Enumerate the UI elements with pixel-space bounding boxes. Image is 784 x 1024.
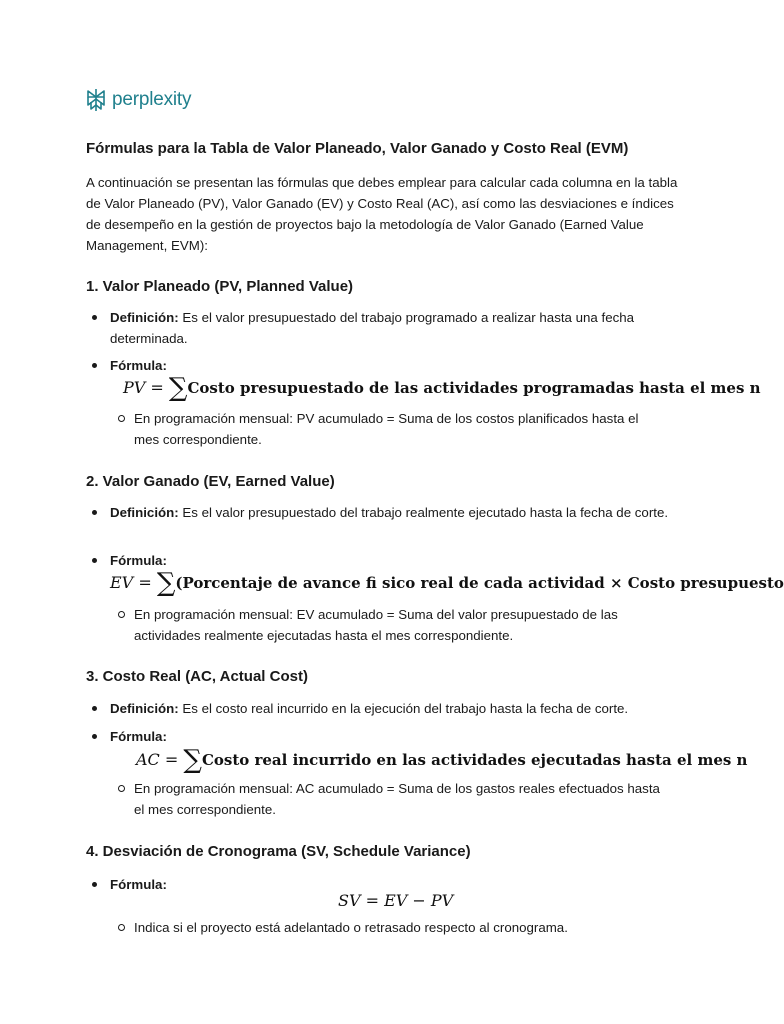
note-text: Indica si el proyecto está adelantado o retrasado respecto al cronograma. xyxy=(134,920,568,935)
sub-bullet-ring xyxy=(118,785,125,792)
formula-equals: = xyxy=(133,573,157,592)
formula-ev-term: EV xyxy=(384,891,408,910)
bullet-dot xyxy=(92,706,97,711)
section-heading-sv: 4. Desviación de Cronograma (SV, Schedule Variance) xyxy=(86,843,471,860)
formula-label: Fórmula: xyxy=(110,729,167,744)
definition-text: Es el valor presupuestado del trabajo programado a realizar hasta una fecha determinada. xyxy=(110,310,635,346)
formula-pv-term: PV xyxy=(430,891,454,910)
formula-equals: = xyxy=(145,378,169,397)
formula-ac xyxy=(136,745,747,775)
brand-name: perplexity xyxy=(112,89,192,110)
formula-ev xyxy=(110,568,784,598)
formula-pv xyxy=(123,373,761,403)
sub-bullet-ring xyxy=(118,924,125,931)
bullet-dot xyxy=(92,510,97,515)
bullet-dot xyxy=(92,363,97,368)
formula-item-ac xyxy=(92,726,670,747)
intro-paragraph: A continuación se presentan las fórmulas que debes emplear para calcular cada columna en la tabla de Valor Planeado (PV), Valor Ganado (EV) y Costo Real (AC), así como las desviaciones e índices de desempeño en la gestión de proyectos bajo la metodología de Valor Ganado (Earned Value Management, EVM): xyxy=(86,175,678,253)
bullet-dot xyxy=(92,558,97,563)
bullet-dot xyxy=(92,734,97,739)
sub-bullet-ring xyxy=(118,415,125,422)
perplexity-icon xyxy=(85,88,107,112)
formula-sv xyxy=(338,891,453,910)
definition-item-ev xyxy=(92,502,670,523)
note-item-pv xyxy=(118,408,664,450)
definition-text: Es el valor presupuestado del trabajo realmente ejecutado hasta la fecha de corte. xyxy=(178,505,669,520)
note-item-ev xyxy=(118,604,664,646)
note-text: En programación mensual: PV acumulado = Suma de los costos planificados hasta el mes correspondiente. xyxy=(134,411,639,447)
section-heading-pv: 1. Valor Planeado (PV, Planned Value) xyxy=(86,278,354,295)
formula-label: Fórmula: xyxy=(110,553,167,568)
definition-text: Es el costo real incurrido en la ejecución del trabajo hasta la fecha de corte. xyxy=(178,701,629,716)
note-text: En programación mensual: AC acumulado = Suma de los gastos reales efectuados hasta el mes correspondiente. xyxy=(134,781,660,817)
formula-text: Costo real incurrido en las actividades ejecutadas hasta el mes n xyxy=(201,751,748,769)
note-item-ac xyxy=(118,778,664,820)
formula-label: Fórmula: xyxy=(110,358,167,373)
perplexity-logo xyxy=(85,88,191,112)
formula-lhs: EV xyxy=(110,573,134,592)
formula-lhs: PV xyxy=(123,378,146,397)
note-text: En programación mensual: EV acumulado = Suma del valor presupuestado de las actividades realmente ejecutadas hasta el mes correspondiente. xyxy=(134,607,618,643)
definition-item-pv xyxy=(92,307,670,349)
formula-text: (Porcentaje de avance fi sico real de cada actividad × Costo presupuesto xyxy=(175,574,784,592)
definition-label: Definición: xyxy=(110,310,179,325)
section-heading-ev: 2. Valor Ganado (EV, Earned Value) xyxy=(86,473,335,490)
sum-symbol: ∑ xyxy=(168,373,188,403)
bullet-dot xyxy=(92,882,97,887)
formula-equals: = xyxy=(360,891,385,910)
sub-bullet-ring xyxy=(118,611,125,618)
definition-label: Definición: xyxy=(110,505,179,520)
definition-item-ac xyxy=(92,698,670,719)
formula-minus: − xyxy=(407,891,431,910)
formula-label: Fórmula: xyxy=(110,877,167,892)
page-title: Fórmulas para la Tabla de Valor Planeado, Valor Ganado y Costo Real (EVM) xyxy=(86,140,629,157)
sum-symbol: ∑ xyxy=(183,745,202,775)
formula-equals: = xyxy=(159,750,184,769)
formula-lhs: AC xyxy=(136,750,160,769)
bullet-dot xyxy=(92,315,97,320)
definition-label: Definición: xyxy=(110,701,179,716)
note-item-sv xyxy=(118,917,664,938)
sum-symbol: ∑ xyxy=(156,568,176,598)
formula-lhs: SV xyxy=(338,891,361,910)
section-heading-ac: 3. Costo Real (AC, Actual Cost) xyxy=(86,668,308,685)
formula-text: Costo presupuestado de las actividades programadas hasta el mes n xyxy=(187,379,761,397)
